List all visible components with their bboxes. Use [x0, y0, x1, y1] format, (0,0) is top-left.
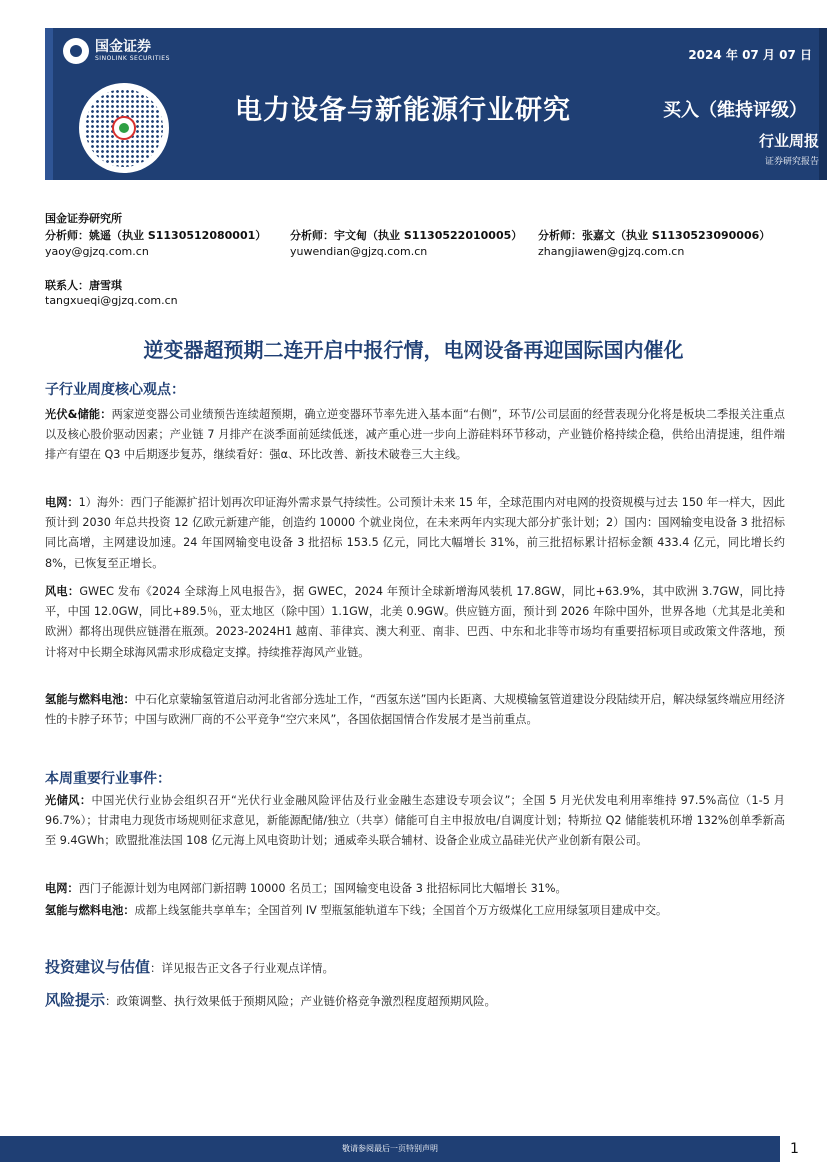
analyst-3-email[interactable]: zhangjiawen@gjzq.com.cn: [538, 245, 685, 258]
risk-warning: 风险提示：政策调整、执行效果低于预期风险；产业链价格竞争激烈程度超预期风险。: [45, 991, 497, 1009]
logo-cn-text: 国金证券: [95, 39, 151, 55]
header-banner: [45, 28, 827, 180]
page-number: 1: [790, 1141, 799, 1157]
analyst-2: 分析师：宇文甸（执业 S1130522010005）: [290, 229, 523, 242]
brand-logo: [63, 38, 170, 64]
section-title-events: 本周重要行业事件：: [45, 771, 171, 787]
report-title: 电力设备与新能源行业研究: [235, 95, 571, 126]
event-grid: 电网：西门子能源计划为电网部门新招聘 10000 名员工；国网输变电设备 3 批招标同比大幅增长 31%。: [45, 882, 567, 895]
event-pv-storage-wind: 光储风：中国光伏行业协会组织召开“光伏行业金融风险评估及行业金融生态建设专项会议”；全国 5 月光伏发电利用率维持 97.5%高位（1-5 月 96.7%）；甘肃电力现货市场规则征求意见，新能源配储/独立（共享）储能可自主申报放电/自调度计划；特斯拉 Q2 储能装机环增 132%创单季新高至 9.4GWh；欧盟批准法国 108 亿元海上风电资助计划；通威牵头联合辅材、设备企业成立晶硅光伏产业创新有限公司。: [45, 794, 785, 848]
report-subtype: 证券研究报告: [764, 157, 819, 167]
wechat-qr-code-icon: [79, 83, 169, 173]
event-hydrogen: 氢能与燃料电池：成都上线氢能共享单车；全国首列 IV 型瓶氢能轨道车下线；全国首个万方级煤化工应用绿氢项目建成中交。: [45, 904, 668, 917]
report-type: 行业周报: [758, 132, 819, 150]
sinolink-logo-icon: [63, 38, 89, 64]
analyst-1: 分析师：姚遥（执业 S1130512080001）: [45, 229, 267, 242]
investment-advice: 投资建议与估值：详见报告正文各子行业观点详情。: [45, 958, 335, 976]
rating-badge: 买入（维持评级）: [663, 100, 807, 121]
contact-person: 联系人：唐雪琪: [45, 279, 122, 292]
banner-stripe-right: [819, 28, 827, 180]
headline: 逆变器超预期二连开启中报行情，电网设备再迎国际国内催化: [143, 338, 684, 362]
logo-en-text: SINOLINK SECURITIES: [95, 55, 170, 62]
contact-email[interactable]: tangxueqi@gjzq.com.cn: [45, 294, 178, 307]
research-institute: 国金证券研究所: [45, 212, 122, 225]
analyst-2-email[interactable]: yuwendian@gjzq.com.cn: [290, 245, 428, 258]
paragraph-grid: 电网：1）海外：西门子能源扩招计划再次印证海外需求景气持续性。公司预计未来 15 年，全球范围内对电网的投资规模与过去 150 年一样大，因此预计到 2030 年总共投资 12 亿欧元新建产能，创造约 10000 个就业岗位，在未来两年内实现大部分扩张计划；2）国内：国网输变电设备 3 批招标同比高增，主网建设加速。24 年国网输变电设备 3 批招标 153.5 亿元，同比大幅增长 31%，前三批招标累计招标金额 433.4 亿元，同比增长约 8%，已恢复至正增长。: [45, 496, 785, 570]
report-date: 2024 年 07 月 07 日: [688, 48, 812, 62]
paragraph-hydrogen: 氢能与燃料电池：中石化京蒙输氢管道启动河北省部分选址工作，“西氢东送”国内长距离、大规模输氢管道建设分段陆续开启，解决绿氢终端应用经济性的卡脖子环节；中国与欧洲厂商的不公平竞争“空穴来风”，各国依据国情合作发展才是当前重点。: [45, 693, 785, 727]
section-title-core-views: 子行业周度核心观点：: [45, 382, 185, 398]
analyst-3: 分析师：张嘉文（执业 S1130523090006）: [538, 229, 771, 242]
footer-bar: [0, 1136, 780, 1162]
banner-stripe-left: [45, 28, 53, 180]
paragraph-wind: 风电：GWEC 发布《2024 全球海上风电报告》，据 GWEC，2024 年预计全球新增海风装机 17.8GW，同比+63.9%，其中欧洲 3.7GW，同比持平，中国 12.0GW，同比+89.5％，亚太地区（除中国）1.1GW，北美 0.9GW。供应链方面，预计到 2026 年除中国外，世界各地（尤其是北美和欧洲）都将出现供应链潜在瓶颈。2023-2024H1 越南、菲律宾、澳大利亚、南非、巴西、中东和北非等市场均有重要招标项目或政策文件落地，预计将对中长期全球海风需求形成稳定支撑。持续推荐海风产业链。: [45, 585, 785, 659]
analyst-1-email[interactable]: yaoy@gjzq.com.cn: [45, 245, 149, 258]
footer-disclaimer: 敬请参阅最后一页特别声明: [342, 1144, 438, 1153]
paragraph-pv-storage: 光伏&储能：两家逆变器公司业绩预告连续超预期，确立逆变器环节率先进入基本面“右侧”，环节/公司层面的经营表现分化将是板块二季报关注重点以及核心股价驱动因素；产业链 7 月排产在淡季面前延续低迷，减产重心进一步向上游硅料环节移动，产业链价格持续企稳，供给出清提速，组件端排产有望在 Q3 中后期逐步复苏，继续看好：强α、环比改善、新技术破卷三大主线。: [45, 408, 785, 462]
